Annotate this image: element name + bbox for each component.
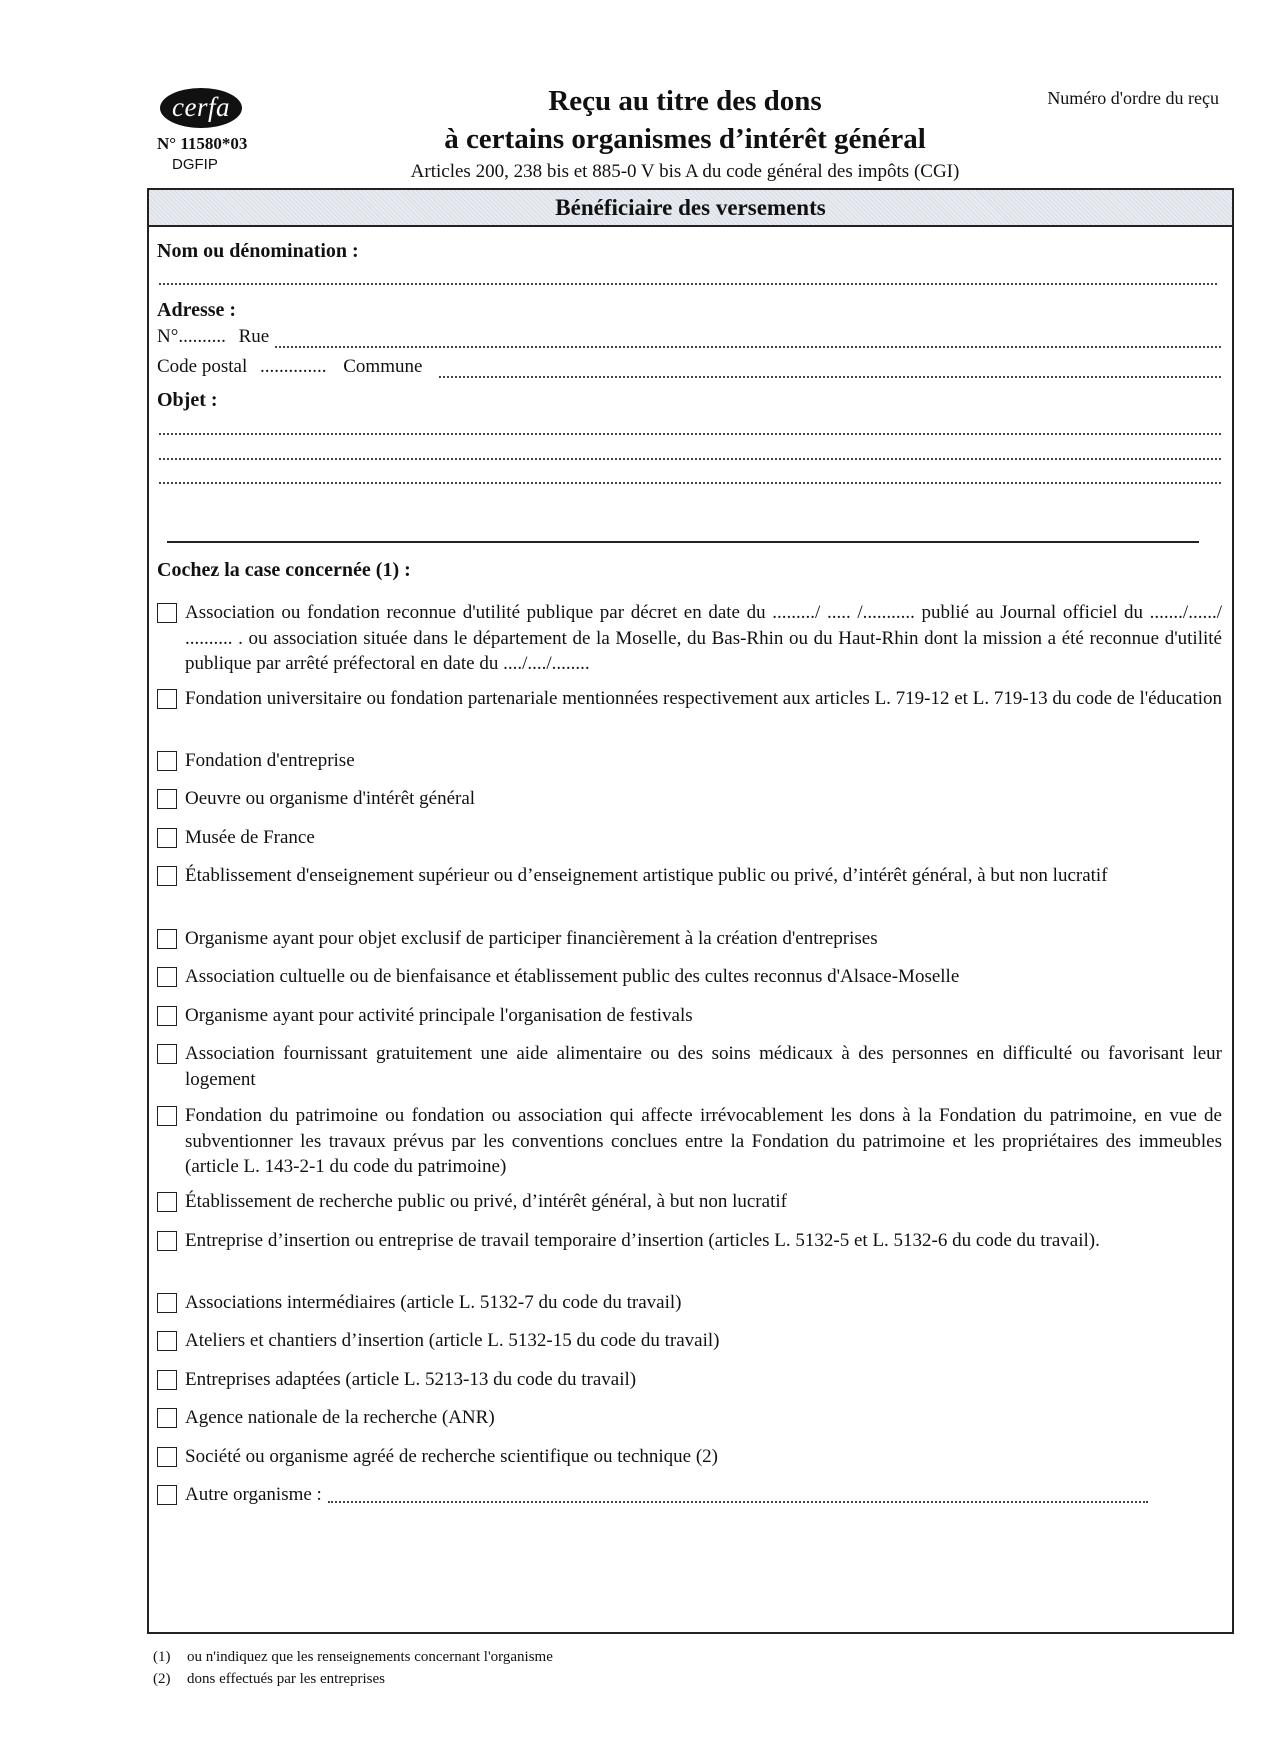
option-oeuvre-interet-general[interactable]: Oeuvre ou organisme d'intérêt général [157,786,1224,812]
option-enseignement-superieur[interactable]: Établissement d'enseignement supérieur ou d’enseignement artistique public ou privé, d’intérêt général, à but non lucratif [157,863,1224,889]
section-title: Bénéficiaire des versements [149,190,1232,227]
checkbox[interactable] [157,1485,177,1505]
name-field[interactable] [159,283,1217,285]
agency-label: DGFIP [172,156,218,173]
object-field-line-3[interactable] [159,482,1221,484]
option-ateliers-chantiers[interactable]: Ateliers et chantiers d’insertion (article L. 5132-15 du code du travail) [157,1328,1224,1354]
option-etablissement-recherche[interactable]: Établissement de recherche public ou privé, d’intérêt général, à but non lucratif [157,1189,1224,1215]
street-line [157,326,269,348]
checkbox[interactable] [157,751,177,771]
object-label: Objet : [157,389,218,411]
document-title-line1: Reçu au titre des dons [548,85,822,117]
object-field-line-2[interactable] [159,458,1221,460]
option-fondation-universitaire[interactable]: Fondation universitaire ou fondation partenariale mentionnées respectivement aux articles L. 719-12 et L. 719-13 du code de l'éducation [157,686,1224,712]
street-field[interactable] [275,346,1221,348]
postal-city-line [157,356,422,378]
checkbox[interactable] [157,866,177,886]
option-entreprises-adaptees[interactable]: Entreprises adaptées (article L. 5213-13 du code du travail) [157,1367,1224,1393]
checkbox[interactable] [157,1106,177,1126]
number-label: N°.......... [157,326,226,347]
checkbox[interactable] [157,828,177,848]
option-anr[interactable]: Agence nationale de la recherche (ANR) [157,1405,1224,1431]
option-recherche-scientifique[interactable]: Société ou organisme agréé de recherche scientifique ou technique (2) [157,1444,1224,1470]
footnote-2: (2) dons effectués par les entreprises [153,1671,385,1687]
street-label: Rue [238,326,270,347]
option-association-cultuelle[interactable]: Association cultuelle ou de bienfaisance et établissement public des cultes reconnus d'Alsace-Moselle [157,964,1224,990]
city-label: Commune [343,356,423,377]
checkbox[interactable] [157,1044,177,1064]
option-autre-organisme[interactable]: Autre organisme : [157,1482,1224,1508]
option-fondation-patrimoine[interactable]: Fondation du patrimoine ou fondation ou association qui affecte irrévocablement les dons à la Fondation du patrimoine, en vue de subventionner les travaux prévus par les conventions conclues entre la Fondation du patrimoine et les propriétaires des immeubles (article L. 143-2-1 du code du patrimoine) [157,1103,1224,1180]
option-creation-entreprises[interactable]: Organisme ayant pour objet exclusif de participer financièrement à la création d'entreprises [157,926,1224,952]
beneficiary-section [147,188,1234,1634]
option-fondation-entreprise[interactable]: Fondation d'entreprise [157,748,1224,774]
footnote-1: (1) ou n'indiquez que les renseignements concernant l'organisme [153,1649,553,1665]
checkbox[interactable] [157,1006,177,1026]
option-entreprise-insertion[interactable]: Entreprise d’insertion ou entreprise de travail temporaire d’insertion (articles L. 5132-5 et L. 5132-6 du code du travail). [157,1228,1224,1254]
checkbox[interactable] [157,1293,177,1313]
postal-code-field[interactable]: .............. [260,356,327,377]
check-instruction: Cochez la case concernée (1) : [157,559,411,581]
checkbox[interactable] [157,1192,177,1212]
checkbox[interactable] [157,603,177,623]
checkbox[interactable] [157,789,177,809]
address-label: Adresse : [157,299,237,321]
checkbox[interactable] [157,689,177,709]
section-divider [167,541,1199,543]
receipt-number-label: Numéro d'ordre du reçu [1047,88,1219,108]
object-field-line-1[interactable] [159,433,1221,435]
legal-reference: Articles 200, 238 bis et 885-0 V bis A du code général des impôts (CGI) [410,161,960,182]
cerfa-number: N° 11580*03 [157,134,248,153]
cerfa-logo: cerfa [160,88,242,128]
checkbox[interactable] [157,1370,177,1390]
checkbox[interactable] [157,967,177,987]
city-field[interactable] [439,376,1221,378]
option-musee-de-france[interactable]: Musée de France [157,825,1224,851]
checkbox[interactable] [157,1331,177,1351]
option-festivals[interactable]: Organisme ayant pour activité principale l'organisation de festivals [157,1003,1224,1029]
option-arup[interactable]: Association ou fondation reconnue d'utilité publique par décret en date du ........./ ..... /........... publié au Journal officiel du ......./....../ .......... . ou association située dans le département de la Moselle, du Bas-Rhin ou du Haut-Rhin dont la mission a été reconnue d'utilité publique par arrêté préfectoral en date du ..../..../........ [157,600,1224,677]
name-label: Nom ou dénomination : [157,240,359,262]
checkbox[interactable] [157,1447,177,1467]
other-organism-field[interactable] [328,1501,1148,1503]
postal-code-label: Code postal [157,356,248,377]
document-title-line2: à certains organismes d’intérêt général [444,123,926,155]
footnotes [153,1646,553,1690]
checkbox[interactable] [157,929,177,949]
checkbox[interactable] [157,1408,177,1428]
checkbox[interactable] [157,1231,177,1251]
option-associations-intermediaires[interactable]: Associations intermédiaires (article L. 5132-7 du code du travail) [157,1290,1224,1316]
option-aide-alimentaire[interactable]: Association fournissant gratuitement une aide alimentaire ou des soins médicaux à des personnes en difficulté ou favorisant leur logement [157,1041,1224,1092]
